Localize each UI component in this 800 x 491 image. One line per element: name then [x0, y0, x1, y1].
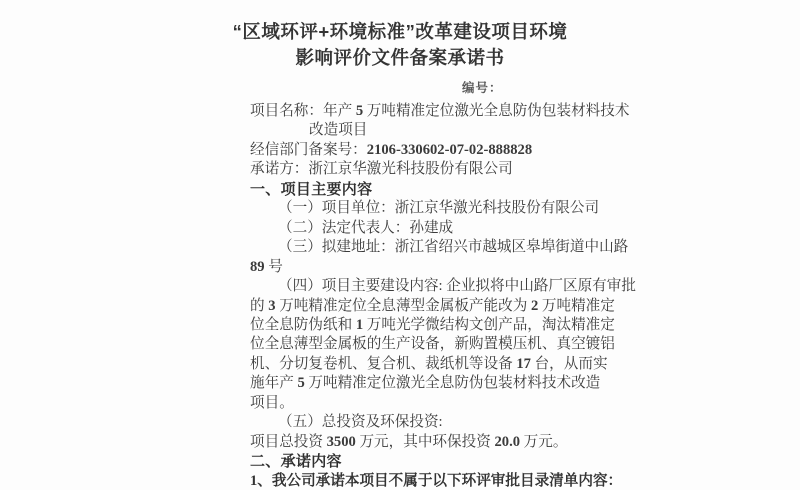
promisor-line: 承诺方：浙江京华激光科技股份有限公司	[250, 161, 513, 178]
document-title-line1: “区域环评+环境标准”改革建设项目环境	[232, 21, 568, 42]
document-title-line2: 影响评价文件备案承诺书	[295, 47, 505, 68]
section2-heading: 二、承诺内容	[250, 453, 342, 471]
project-name-line2: 改造项目	[309, 122, 368, 139]
section1-item2-legal-representative: （二）法定代表人：孙建成	[278, 219, 454, 236]
section1-item4-construction-line4: 位全息薄型金属板的生产设备，新购置模压机、真空镀铝	[250, 336, 615, 353]
section1-item3-address-line2: 89 号	[250, 258, 283, 275]
section1-item1-project-unit: （一）项目单位：浙江京华激光科技股份有限公司	[278, 200, 600, 217]
section2-item1-commitment-line: 1、我公司承诺本项目不属于以下环评审批目录清单内容：	[250, 472, 623, 489]
registration-number-line: 经信部门备案号：2106-330602-07-02-888828	[250, 141, 533, 158]
section1-heading: 一、项目主要内容	[250, 180, 373, 198]
document-number-label: 编号：	[462, 81, 503, 95]
section1-item4-construction-line2: 的 3 万吨精准定位全息薄型金属板产能改为 2 万吨精准定	[250, 297, 615, 314]
section1-item4-construction-line3: 位全息防伪纸和 1 万吨光学微结构文创产品，淘汰精准定	[250, 316, 615, 333]
section1-item4-construction-line7: 项目。	[250, 394, 294, 411]
section1-item4-construction-line1: （四）项目主要建设内容: 企业拟将中山路厂区原有审批	[278, 278, 636, 295]
project-name-line1: 项目名称：年产 5 万吨精准定位激光全息防伪包装材料技术	[250, 103, 630, 119]
section1-investment-line: 项目总投资 3500 万元，其中环保投资 20.0 万元。	[250, 433, 568, 450]
document-body	[250, 102, 636, 491]
document-title	[0, 19, 800, 71]
section1-item3-address-line1: （三）拟建地址：浙江省绍兴市越城区皋埠街道中山路	[278, 239, 629, 256]
section1-item5-investment-heading: （五）总投资及环保投资:	[278, 414, 443, 431]
section1-item4-construction-line6: 施年产 5 万吨精准定位激光全息防伪包装材料技术改造	[250, 375, 601, 392]
section1-item4-construction-line5: 机、分切复卷机、复合机、裁纸机等设备 17 台，从而实	[250, 355, 608, 372]
